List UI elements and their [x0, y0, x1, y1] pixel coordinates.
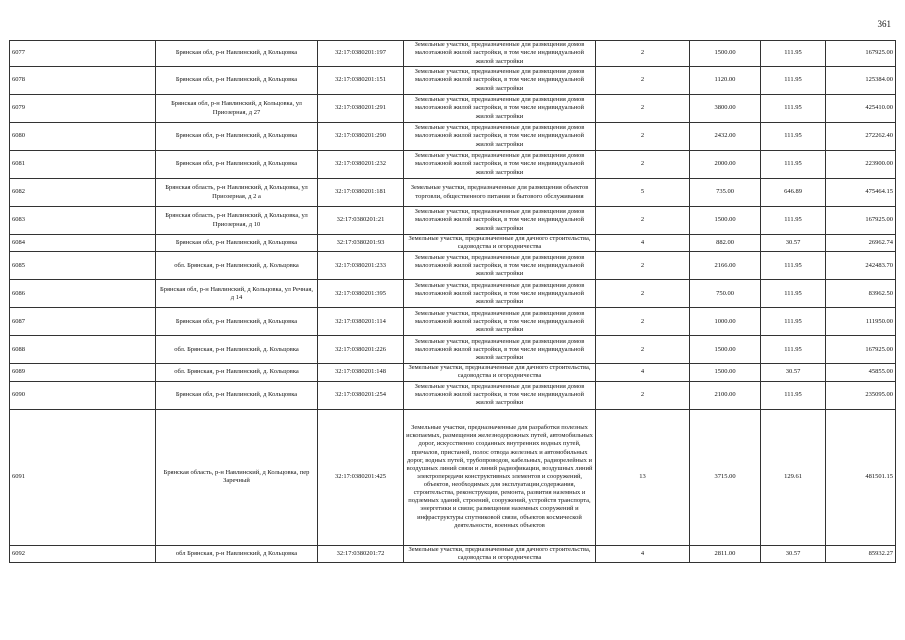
rate-cell: 30.57: [761, 235, 826, 252]
table-row: [10, 252, 896, 280]
address-cell: Брянская обл, р-н Навлинский, д Кольцовка, ул Приозерная, д 27: [156, 95, 318, 123]
land-use-cell: Земельные участки, предназначенные для размещения домов малоэтажной жилой застройки, в том числе индивидуальной жилой застройки: [404, 381, 596, 409]
rate-cell: 30.57: [761, 364, 826, 381]
cadastral-value-cell: 425410.00: [826, 95, 896, 123]
table-row: [10, 95, 896, 123]
address-cell: Брянская обл, р-н Навлинский, д Кольцовка: [156, 41, 318, 67]
area-cell: 1500.00: [690, 41, 761, 67]
row-number: 6086: [10, 280, 156, 308]
cadastral-value-cell: 475464.15: [826, 179, 896, 207]
address-cell: обл Брянская, р-н Навлинский, д Кольцовка: [156, 545, 318, 562]
rate-cell: 111.95: [761, 67, 826, 95]
cadastral-value-cell: 167925.00: [826, 336, 896, 364]
table-row: [10, 123, 896, 151]
cadastral-number-cell: 32:17:0380201:72: [318, 545, 404, 562]
land-use-cell: Земельные участки, предназначенные для размещения домов малоэтажной жилой застройки, в том числе индивидуальной жилой застройки: [404, 308, 596, 336]
row-number: 6085: [10, 252, 156, 280]
land-use-cell: Земельные участки, предназначенные для разработки полезных ископаемых, размещения железнодорожных путей, автомобильных дорог, искусственно созданных внутренних водных путей, причалов, пристаней, полос отвода железных и автомобильных дорог, водных путей, трубопроводов, кабельных, радиорелейных и воздушных линий связи и линий радиофикации, воздушных линий электропередачи конструктивных элементов и сооружений, объектов, необходимых для эксплуатации,содержания, строительства, реконструкции, ремонта, развития наземных и подземных зданий, строений, сооружений, устройств транспорта, энергетики и связи; размещения наземных сооружений и инфраструктуры спутниковой связи, объектов космической деятельности, военных объектов: [404, 409, 596, 545]
land-use-cell: Земельные участки, предназначенные для размещения объектов торговли, общественного питания и бытового обслуживания: [404, 179, 596, 207]
cadastral-number-cell: 32:17:0380201:395: [318, 280, 404, 308]
address-cell: обл. Брянская, р-н Навлинский, д. Кольцовка: [156, 252, 318, 280]
area-cell: 2432.00: [690, 123, 761, 151]
table-row: [10, 381, 896, 409]
area-cell: 1500.00: [690, 336, 761, 364]
cadastral-number-cell: 32:17:0380201:114: [318, 308, 404, 336]
area-cell: 1120.00: [690, 67, 761, 95]
rate-cell: 111.95: [761, 151, 826, 179]
rate-cell: 111.95: [761, 308, 826, 336]
area-cell: 2811.00: [690, 545, 761, 562]
use-code-cell: 4: [596, 235, 690, 252]
table-row: [10, 235, 896, 252]
land-use-cell: Земельные участки, предназначенные для дачного строительства, садоводства и огородничества: [404, 235, 596, 252]
area-cell: 3715.00: [690, 409, 761, 545]
area-cell: 1000.00: [690, 308, 761, 336]
use-code-cell: 2: [596, 123, 690, 151]
row-number: 6088: [10, 336, 156, 364]
cadastral-value-cell: 83962.50: [826, 280, 896, 308]
area-cell: 750.00: [690, 280, 761, 308]
cadastral-number-cell: 32:17:0380201:21: [318, 207, 404, 235]
land-use-cell: Земельные участки, предназначенные для размещения домов малоэтажной жилой застройки, в том числе индивидуальной жилой застройки: [404, 123, 596, 151]
row-number: 6084: [10, 235, 156, 252]
rate-cell: 111.95: [761, 381, 826, 409]
cadastral-number-cell: 32:17:0380201:148: [318, 364, 404, 381]
rate-cell: 111.95: [761, 207, 826, 235]
cadastral-number-cell: 32:17:0380201:290: [318, 123, 404, 151]
use-code-cell: 2: [596, 67, 690, 95]
cadastral-number-cell: 32:17:0380201:181: [318, 179, 404, 207]
rate-cell: 646.89: [761, 179, 826, 207]
land-use-cell: Земельные участки, предназначенные для размещения домов малоэтажной жилой застройки, в том числе индивидуальной жилой застройки: [404, 95, 596, 123]
cadastral-value-cell: 26962.74: [826, 235, 896, 252]
row-number: 6087: [10, 308, 156, 336]
use-code-cell: 13: [596, 409, 690, 545]
area-cell: 882.00: [690, 235, 761, 252]
cadastral-number-cell: 32:17:0380201:151: [318, 67, 404, 95]
row-number: 6082: [10, 179, 156, 207]
use-code-cell: 4: [596, 364, 690, 381]
land-use-cell: Земельные участки, предназначенные для размещения домов малоэтажной жилой застройки, в том числе индивидуальной жилой застройки: [404, 67, 596, 95]
rate-cell: 111.95: [761, 41, 826, 67]
cadastral-number-cell: 32:17:0380201:233: [318, 252, 404, 280]
use-code-cell: 2: [596, 41, 690, 67]
area-cell: 2100.00: [690, 381, 761, 409]
table-row: [10, 67, 896, 95]
row-number: 6078: [10, 67, 156, 95]
cadastral-value-cell: 85932.27: [826, 545, 896, 562]
table-row: [10, 41, 896, 67]
cadastral-value-cell: 235095.00: [826, 381, 896, 409]
area-cell: 1500.00: [690, 364, 761, 381]
row-number: 6079: [10, 95, 156, 123]
table-row: [10, 151, 896, 179]
land-use-cell: Земельные участки, предназначенные для размещения домов малоэтажной жилой застройки, в том числе индивидуальной жилой застройки: [404, 41, 596, 67]
area-cell: 2166.00: [690, 252, 761, 280]
rate-cell: 111.95: [761, 280, 826, 308]
table-row: [10, 280, 896, 308]
address-cell: Брянская обл, р-н Навлинский, д Кольцовка: [156, 308, 318, 336]
use-code-cell: 2: [596, 207, 690, 235]
use-code-cell: 2: [596, 95, 690, 123]
area-cell: 3800.00: [690, 95, 761, 123]
address-cell: Брянская обл, р-н Навлинский, д Кольцовка: [156, 235, 318, 252]
cadastral-value-cell: 167925.00: [826, 41, 896, 67]
row-number: 6077: [10, 41, 156, 67]
area-cell: 2000.00: [690, 151, 761, 179]
area-cell: 735.00: [690, 179, 761, 207]
land-use-cell: Земельные участки, предназначенные для размещения домов малоэтажной жилой застройки, в том числе индивидуальной жилой застройки: [404, 336, 596, 364]
rate-cell: 111.95: [761, 95, 826, 123]
rate-cell: 111.95: [761, 336, 826, 364]
cadastral-number-cell: 32:17:0380201:226: [318, 336, 404, 364]
land-use-cell: Земельные участки, предназначенные для размещения домов малоэтажной жилой застройки, в том числе индивидуальной жилой застройки: [404, 252, 596, 280]
use-code-cell: 4: [596, 545, 690, 562]
row-number: 6081: [10, 151, 156, 179]
use-code-cell: 2: [596, 151, 690, 179]
cadastral-value-cell: 272262.40: [826, 123, 896, 151]
address-cell: Брянская обл, р-н Навлинский, д Кольцовка: [156, 381, 318, 409]
row-number: 6080: [10, 123, 156, 151]
table-row: [10, 308, 896, 336]
cadastral-value-cell: 111950.00: [826, 308, 896, 336]
cadastral-value-cell: 481501.15: [826, 409, 896, 545]
address-cell: Брянская область, р-н Навлинский, д Кольцовка, ул Приозерная, д 2 а: [156, 179, 318, 207]
row-number: 6083: [10, 207, 156, 235]
land-use-cell: Земельные участки, предназначенные для дачного строительства, садоводства и огородничества: [404, 364, 596, 381]
row-number: 6090: [10, 381, 156, 409]
land-use-cell: Земельные участки, предназначенные для размещения домов малоэтажной жилой застройки, в том числе индивидуальной жилой застройки: [404, 280, 596, 308]
table-row: [10, 179, 896, 207]
address-cell: обл. Брянская, р-н Навлинский, д. Кольцовка: [156, 336, 318, 364]
row-number: 6091: [10, 409, 156, 545]
use-code-cell: 2: [596, 308, 690, 336]
cadastral-number-cell: 32:17:0380201:232: [318, 151, 404, 179]
address-cell: Брянская обл, р-н Навлинский, д Кольцовка, ул Речная, д 14: [156, 280, 318, 308]
address-cell: Брянская область, р-н Навлинский, д Кольцовка, ул Приозерная, д 10: [156, 207, 318, 235]
cadastral-value-cell: 45855.00: [826, 364, 896, 381]
page-number: 361: [877, 19, 891, 29]
land-registry-table: [9, 40, 896, 563]
cadastral-value-cell: 242483.70: [826, 252, 896, 280]
row-number: 6089: [10, 364, 156, 381]
use-code-cell: 2: [596, 381, 690, 409]
cadastral-number-cell: 32:17:0380201:254: [318, 381, 404, 409]
use-code-cell: 5: [596, 179, 690, 207]
table-row: [10, 409, 896, 545]
area-cell: 1500.00: [690, 207, 761, 235]
cadastral-number-cell: 32:17:0380201:93: [318, 235, 404, 252]
rate-cell: 129.61: [761, 409, 826, 545]
table-row: [10, 336, 896, 364]
rate-cell: 111.95: [761, 252, 826, 280]
cadastral-value-cell: 223900.00: [826, 151, 896, 179]
cadastral-number-cell: 32:17:0380201:197: [318, 41, 404, 67]
address-cell: Брянская область, р-н Навлинский, д Кольцовка, пер Заречный: [156, 409, 318, 545]
land-use-cell: Земельные участки, предназначенные для размещения домов малоэтажной жилой застройки, в том числе индивидуальной жилой застройки: [404, 151, 596, 179]
cadastral-number-cell: 32:17:0380201:291: [318, 95, 404, 123]
address-cell: Брянская обл, р-н Навлинский, д Кольцовка: [156, 151, 318, 179]
table-row: [10, 207, 896, 235]
land-use-cell: Земельные участки, предназначенные для дачного строительства, садоводства и огородничества: [404, 545, 596, 562]
use-code-cell: 2: [596, 280, 690, 308]
use-code-cell: 2: [596, 252, 690, 280]
cadastral-value-cell: 167925.00: [826, 207, 896, 235]
cadastral-value-cell: 125384.00: [826, 67, 896, 95]
address-cell: обл. Брянская, р-н Навлинский, д. Кольцовка: [156, 364, 318, 381]
rate-cell: 111.95: [761, 123, 826, 151]
cadastral-number-cell: 32:17:0380201:425: [318, 409, 404, 545]
table-row: [10, 364, 896, 381]
rate-cell: 30.57: [761, 545, 826, 562]
address-cell: Брянская обл, р-н Навлинский, д Кольцовка: [156, 123, 318, 151]
row-number: 6092: [10, 545, 156, 562]
land-use-cell: Земельные участки, предназначенные для размещения домов малоэтажной жилой застройки, в том числе индивидуальной жилой застройки: [404, 207, 596, 235]
use-code-cell: 2: [596, 336, 690, 364]
table-row: [10, 545, 896, 562]
address-cell: Брянская обл, р-н Навлинский, д Кольцовка: [156, 67, 318, 95]
